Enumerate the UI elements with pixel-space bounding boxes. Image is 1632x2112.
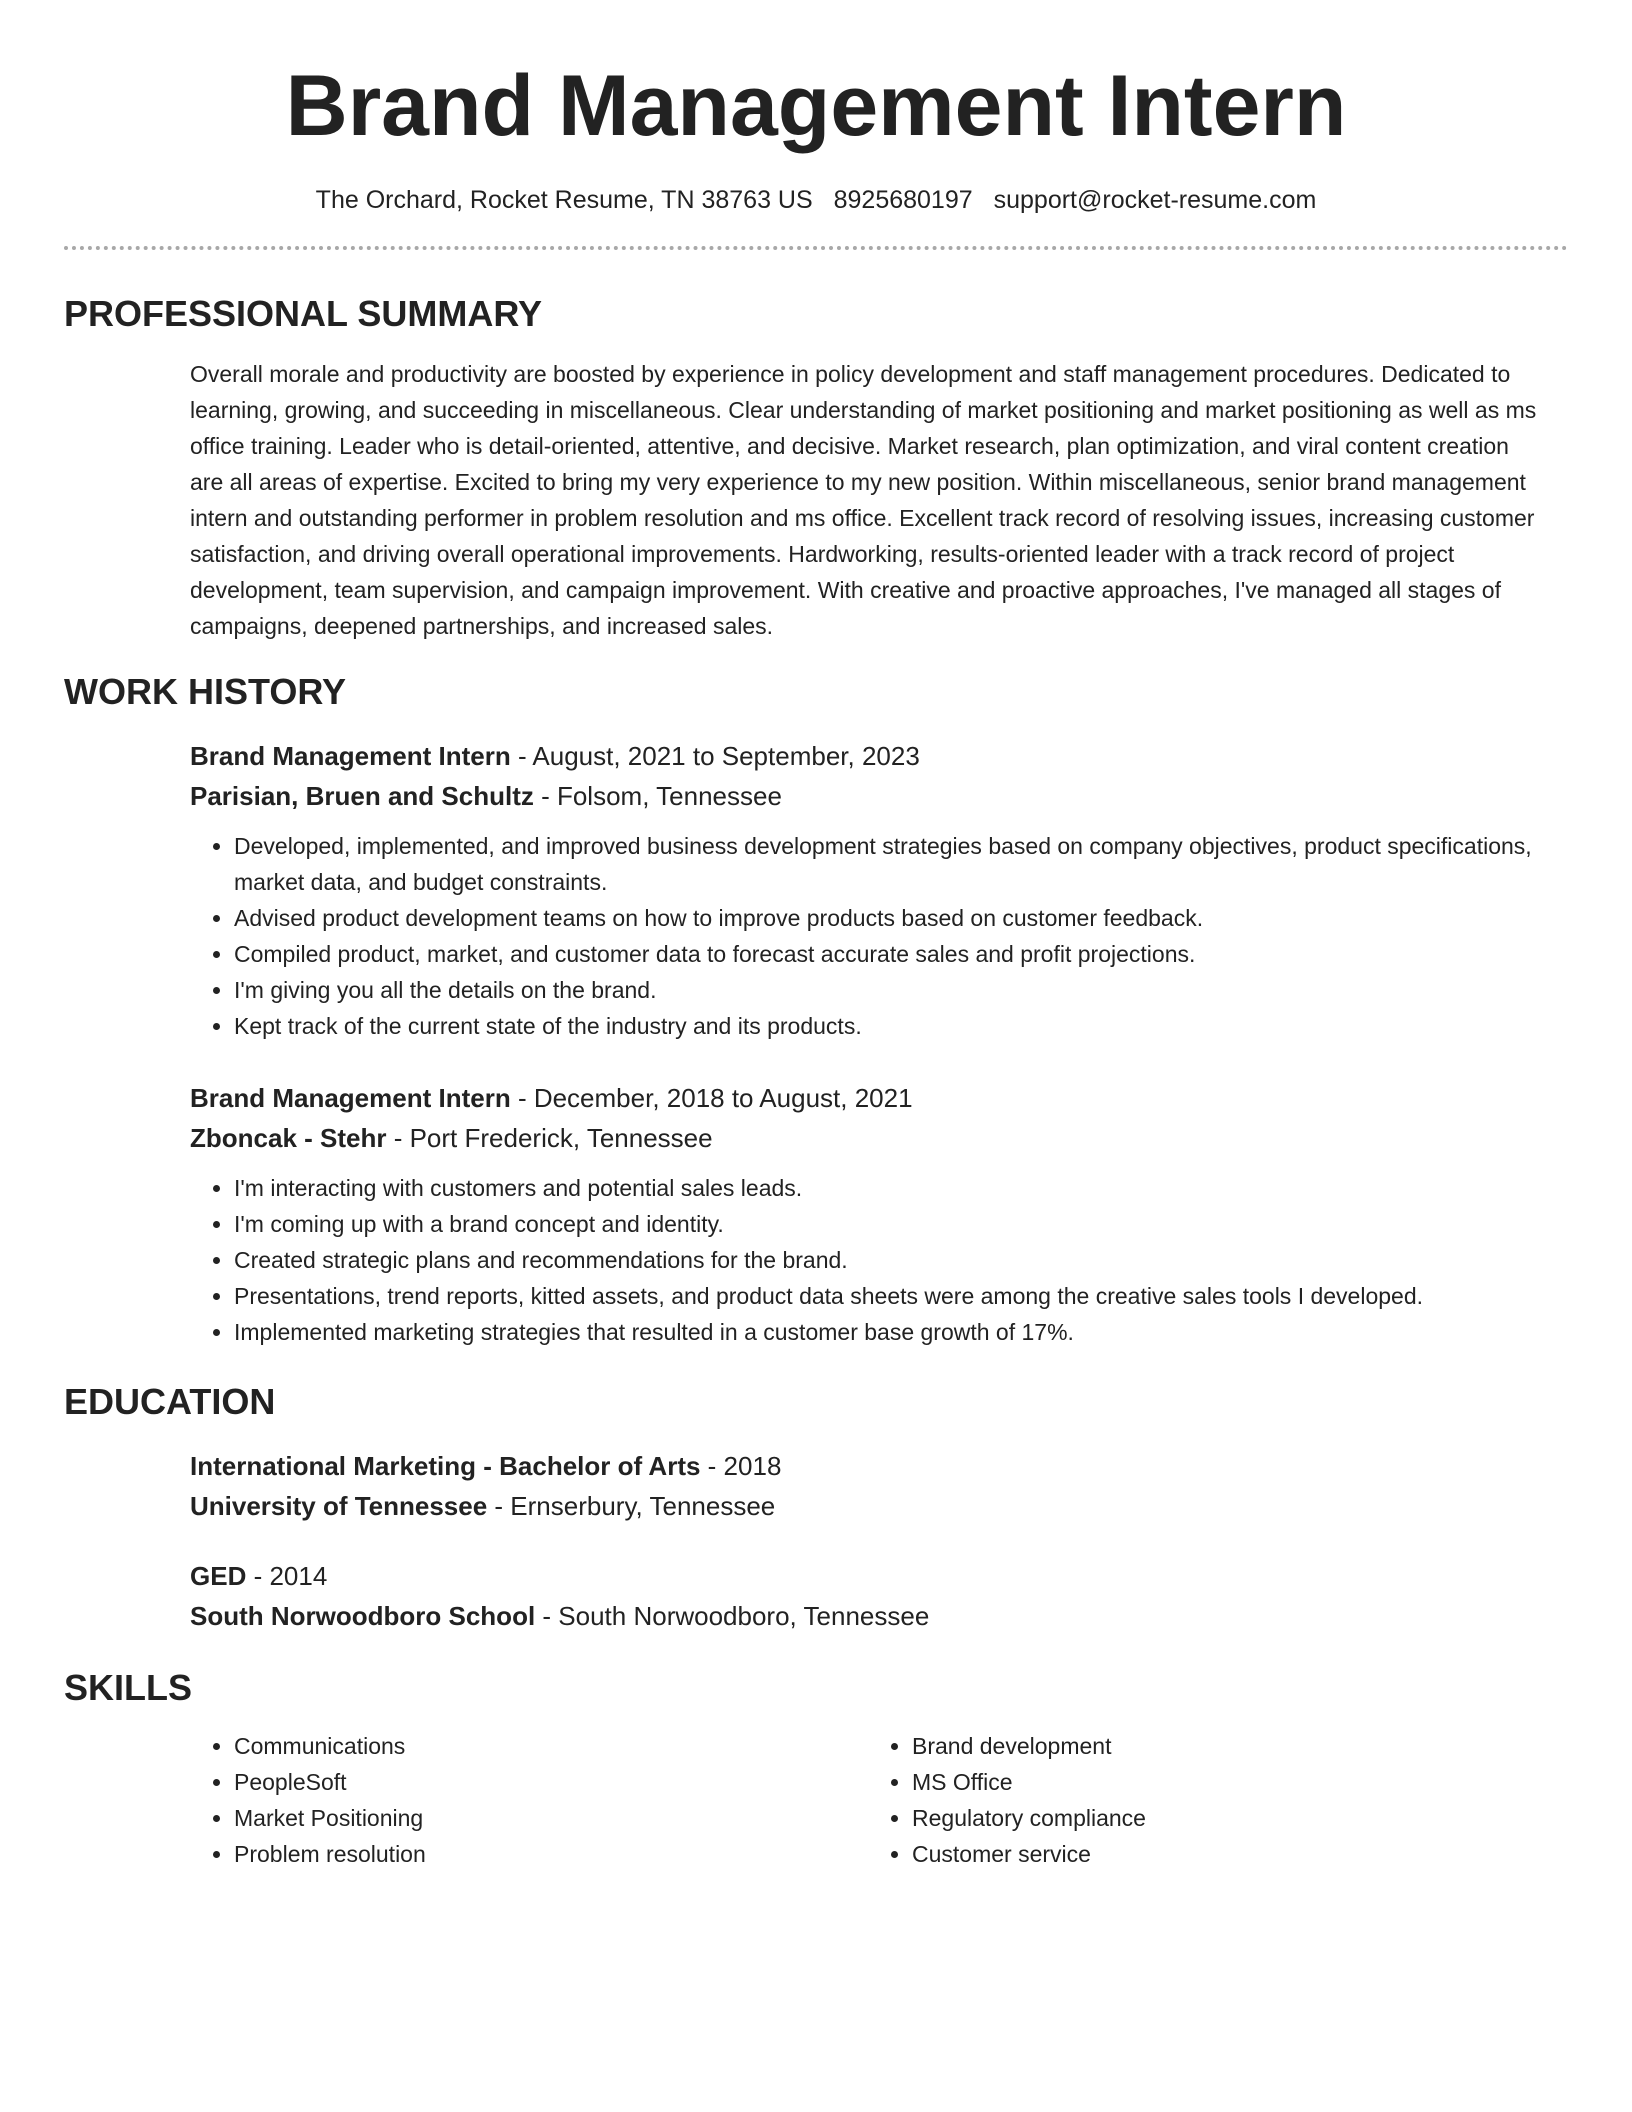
skills-section bbox=[190, 1728, 1548, 1872]
degree: GED bbox=[190, 1561, 247, 1591]
list-item: • Advised product development teams on how to improve products based on customer feedback. bbox=[234, 900, 1548, 936]
job-entry bbox=[190, 736, 1548, 1044]
job-dates: - August, 2021 to September, 2023 bbox=[510, 741, 920, 771]
job-bullets bbox=[190, 828, 1548, 1044]
skills-grid bbox=[190, 1728, 1548, 1872]
work-history-heading: WORK HISTORY bbox=[64, 671, 347, 712]
list-item: • I'm interacting with customers and potential sales leads. bbox=[234, 1170, 1548, 1206]
list-item: • I'm coming up with a brand concept and identity. bbox=[234, 1206, 1548, 1242]
list-item: • Implemented marketing strategies that resulted in a customer base growth of 17%. bbox=[234, 1314, 1548, 1350]
skills-column-right bbox=[868, 1728, 1546, 1872]
skills-heading: SKILLS bbox=[64, 1667, 193, 1708]
header-divider bbox=[64, 246, 1568, 250]
job-company-line bbox=[190, 776, 1548, 816]
degree-year: - 2014 bbox=[246, 1561, 328, 1591]
contact-line bbox=[64, 184, 1568, 216]
summary-section bbox=[190, 356, 1548, 644]
list-item: • I'm giving you all the details on the brand. bbox=[234, 972, 1548, 1008]
skill-item: • PeopleSoft bbox=[234, 1764, 868, 1800]
job-role-line bbox=[190, 736, 1548, 776]
skill-item: • Regulatory compliance bbox=[912, 1800, 1546, 1836]
school-location: - Ernserbury, Tennessee bbox=[487, 1491, 776, 1521]
summary-text: Overall morale and productivity are boosted by experience in policy development and staff management procedures. Dedicated to learning, growing, and succeeding in miscellaneous. Clear understanding of market positioning and market positioning as well as ms office training. Leader who is detail-oriented, attentive, and decisive. Market research, plan optimization, and viral content creation are all areas of expertise. Excited to bring my very experience to my new position. Within miscellaneous, senior brand management intern and outstanding performer in problem resolution and ms office. Excellent track record of resolving issues, increasing customer satisfaction, and driving overall operational improvements. Hardworking, results-oriented leader with a track record of project development, team supervision, and campaign improvement. With creative and proactive approaches, I've managed all stages of campaigns, deepened partnerships, and increased sales. bbox=[190, 361, 1537, 639]
degree-line bbox=[190, 1446, 1548, 1486]
job-company: Parisian, Bruen and Schultz bbox=[190, 781, 534, 811]
skills-column-left bbox=[190, 1728, 868, 1872]
job-bullets bbox=[190, 1170, 1548, 1350]
degree-line bbox=[190, 1556, 1548, 1596]
job-location: - Folsom, Tennessee bbox=[533, 781, 782, 811]
skill-item: • Customer service bbox=[912, 1836, 1546, 1872]
job-entry bbox=[190, 1078, 1548, 1350]
contact-email: support@rocket-resume.com bbox=[993, 186, 1317, 214]
degree-year: - 2018 bbox=[700, 1451, 782, 1481]
job-location: - Port Frederick, Tennessee bbox=[386, 1123, 713, 1153]
contact-address: The Orchard, Rocket Resume, TN 38763 US bbox=[315, 186, 813, 214]
job-role-line bbox=[190, 1078, 1548, 1118]
work-history-section bbox=[190, 736, 1548, 1350]
school: South Norwoodboro School bbox=[190, 1601, 536, 1631]
skill-item: • Brand development bbox=[912, 1728, 1546, 1764]
school: University of Tennessee bbox=[190, 1491, 488, 1521]
school-line bbox=[190, 1486, 1548, 1526]
job-dates: - December, 2018 to August, 2021 bbox=[510, 1083, 913, 1113]
list-item: • Created strategic plans and recommendations for the brand. bbox=[234, 1242, 1548, 1278]
skill-item: • Market Positioning bbox=[234, 1800, 868, 1836]
skill-item: • Communications bbox=[234, 1728, 868, 1764]
skill-item: • Problem resolution bbox=[234, 1836, 868, 1872]
education-entry bbox=[190, 1556, 1548, 1636]
skill-item: • MS Office bbox=[912, 1764, 1546, 1800]
school-location: - South Norwoodboro, Tennessee bbox=[535, 1601, 930, 1631]
contact-phone: 8925680197 bbox=[833, 186, 973, 214]
list-item: • Presentations, trend reports, kitted assets, and product data sheets were among the creative sales tools I developed. bbox=[234, 1278, 1548, 1314]
list-item: • Developed, implemented, and improved business development strategies based on company objectives, product specifications, market data, and budget constraints. bbox=[234, 828, 1548, 900]
school-line bbox=[190, 1596, 1548, 1636]
summary-heading: PROFESSIONAL SUMMARY bbox=[64, 293, 543, 334]
job-role: Brand Management Intern bbox=[190, 741, 511, 771]
job-role: Brand Management Intern bbox=[190, 1083, 511, 1113]
list-item: • Kept track of the current state of the industry and its products. bbox=[234, 1008, 1548, 1044]
candidate-name: Brand Management Intern bbox=[285, 58, 1347, 154]
education-heading: EDUCATION bbox=[64, 1381, 276, 1422]
job-company-line bbox=[190, 1118, 1548, 1158]
education-entry bbox=[190, 1446, 1548, 1526]
education-section bbox=[190, 1446, 1548, 1636]
job-company: Zboncak - Stehr bbox=[190, 1123, 387, 1153]
list-item: • Compiled product, market, and customer data to forecast accurate sales and profit projections. bbox=[234, 936, 1548, 972]
degree: International Marketing - Bachelor of Arts bbox=[190, 1451, 701, 1481]
